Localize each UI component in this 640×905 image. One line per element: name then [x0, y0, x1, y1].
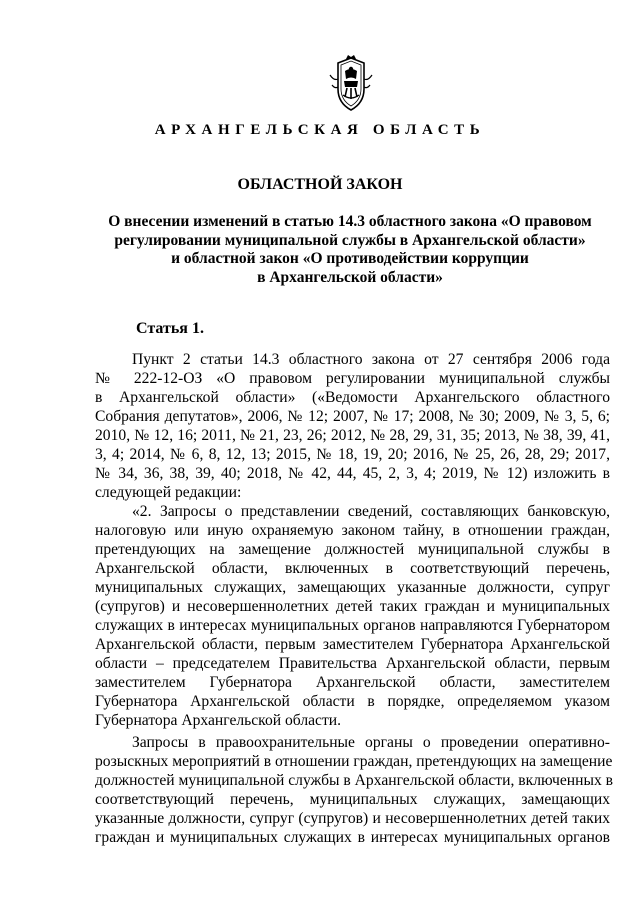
- coat-of-arms-icon: [328, 55, 374, 113]
- article-body: [95, 350, 614, 847]
- text-line: розыскных мероприятий в отношении граждан, претендующих на замещение: [95, 753, 613, 770]
- text-line: претендующих на замещение должностей муниципальной службы в: [95, 541, 610, 558]
- text-line: соответствующий перечень, муниципальных служащих, замещающих: [95, 791, 610, 808]
- text-line: заместителем Губернатора Архангельской области, заместителем: [95, 674, 610, 691]
- law-title: [60, 213, 640, 287]
- text-line: Пункт 2 статьи 14.3 областного закона от 27 сентября 2006 года: [132, 351, 610, 368]
- text-line: Губернатора Архангельской области.: [95, 712, 342, 729]
- law-title-line: в Архангельской области»: [257, 268, 443, 286]
- text-line: граждан и муниципальных служащих в интересах муниципальных органов: [95, 829, 610, 846]
- text-line: налоговую или иную охраняемую законом тайну, в отношении граждан,: [95, 522, 610, 539]
- text-line: Архангельской области, включенных в соответствующий перечень,: [95, 560, 610, 577]
- text-line: Запросы в правоохранительные органы о проведении оперативно-: [132, 734, 610, 751]
- law-type: ОБЛАСТНОЙ ЗАКОН: [237, 176, 403, 193]
- text-line: в Архангельской области» («Ведомости Архангельского областного: [95, 389, 610, 406]
- text-line: служащих в интересах муниципальных органов направляются Губернатором: [95, 617, 610, 634]
- law-title-line: регулировании муниципальной службы в Архангельской области»: [114, 231, 586, 249]
- law-title-line: и областной закон «О противодействии коррупции: [171, 250, 529, 267]
- paragraph-new-text: [95, 502, 610, 730]
- text-line: муниципальных служащих, замещающих указанные должности, супруг: [95, 579, 610, 596]
- text-line: указанные должности, супруг (супругов) и несовершеннолетних детей таких: [95, 810, 610, 827]
- text-line: № 222-12-ОЗ «О правовом регулировании муниципальной службы: [95, 370, 610, 387]
- text-line: области – председателем Правительства Архангельской области, первым: [95, 655, 610, 672]
- text-line: Губернатора Архангельской области в порядке, определяемом указом: [95, 693, 610, 710]
- text-line: № 34, 36, 38, 39, 40; 2018, № 42, 44, 45, 2, 3, 4; 2019, № 12) изложить в: [95, 465, 610, 482]
- region-name: АРХАНГЕЛЬСКАЯ ОБЛАСТЬ: [154, 122, 486, 138]
- text-line: 2010, № 12, 16; 2011, № 21, 23, 26; 2012, № 28, 29, 31, 35; 2013, № 38, 39, 41,: [95, 427, 610, 444]
- text-line: «2. Запросы о представлении сведений, составляющих банковскую,: [132, 503, 610, 520]
- text-line: (супругов) и несовершеннолетних детей таких граждан и муниципальных: [95, 598, 610, 615]
- law-title-line: О внесении изменений в статью 14.3 областного закона «О правовом: [108, 213, 592, 230]
- text-line: Собрания депутатов», 2006, № 12; 2007, № 17; 2008, № 30; 2009, № 3, 5, 6;: [95, 408, 610, 425]
- paragraph-amendment: [95, 350, 610, 502]
- article-heading: Статья 1.: [136, 320, 204, 337]
- text-line: следующей редакции:: [95, 484, 242, 501]
- text-line: 3, 4; 2014, № 6, 8, 12, 13; 2015, № 18, 19, 20; 2016, № 25, 26, 28, 29; 2017,: [95, 446, 610, 463]
- text-line: должностей муниципальной службы в Архангельской области, включенных в: [95, 772, 614, 789]
- paragraph-requests: [95, 733, 614, 847]
- text-line: Архангельской области, первым заместителем Губернатора Архангельской: [95, 636, 610, 653]
